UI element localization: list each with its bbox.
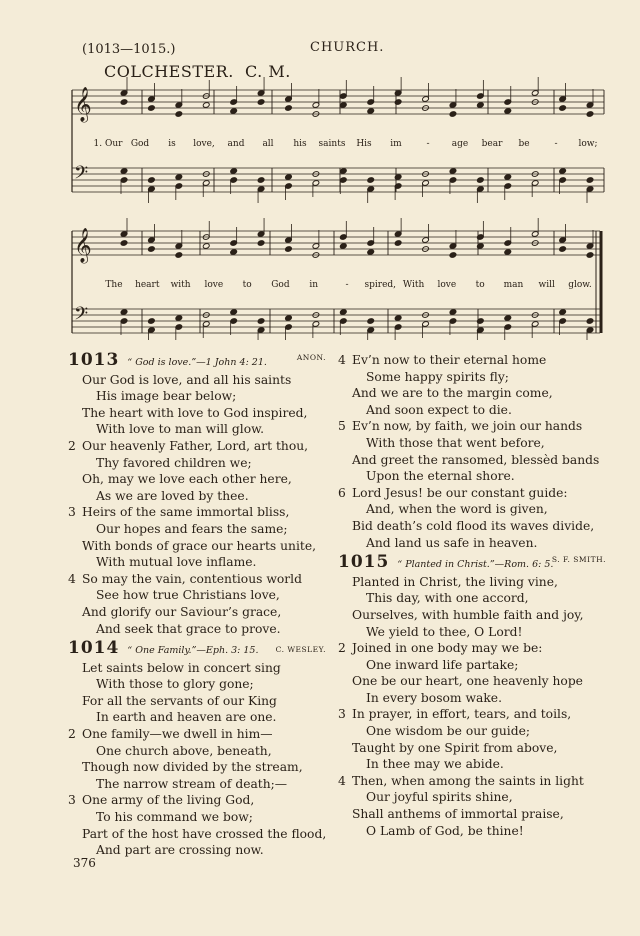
note-head xyxy=(202,243,210,250)
stanza-number: 3 xyxy=(68,793,76,808)
lyric-syllable: His xyxy=(356,139,372,149)
hymn-range: (1013—1015.) xyxy=(82,42,176,57)
verse-line: In every bosom wake. xyxy=(366,690,502,705)
note-head xyxy=(175,252,183,259)
note-head xyxy=(285,246,293,253)
verse-line: Planted in Christ, the living vine, xyxy=(352,574,558,589)
note-head xyxy=(257,240,265,247)
verse-line: With those to glory gone; xyxy=(96,677,254,692)
lyric-syllable: God xyxy=(271,280,290,290)
verse-line: Ev’n now, by faith, we join our hands xyxy=(352,419,583,434)
lyric-syllable: is xyxy=(168,139,176,149)
stanza-number: 4 xyxy=(338,773,346,788)
stanza-number: 2 xyxy=(68,438,76,453)
verse-line: Lord Jesus! be our constant guide: xyxy=(352,485,568,500)
lyric-syllable: With xyxy=(402,280,425,290)
note-head xyxy=(175,111,183,118)
hymn-heading xyxy=(68,640,326,660)
verse-line: In thee may we abide. xyxy=(366,757,504,772)
lyric-syllable: love xyxy=(437,280,457,290)
note-head xyxy=(230,309,238,316)
note-head xyxy=(394,99,402,106)
lyric-syllable: spired, xyxy=(364,280,397,290)
hymn-1013 xyxy=(68,352,326,637)
note-head xyxy=(340,168,348,175)
lyric-syllable: all xyxy=(262,139,274,149)
scripture-reference: “ One Family.”—Eph. 3: 15. xyxy=(127,645,259,657)
verse-line: Ev’n now to their eternal home xyxy=(352,353,547,367)
verse-line: Our joyful spirits shine, xyxy=(366,790,513,805)
scripture-reference: “ Planted in Christ.”—Rom. 6: 5. xyxy=(397,559,554,571)
note-head xyxy=(586,177,594,184)
verse-line: And, when the word is given, xyxy=(366,502,548,517)
verse-line: Bid death’s cold flood its waves divide, xyxy=(352,518,595,533)
lyric-syllable: be xyxy=(518,139,530,149)
stanza-number: 2 xyxy=(68,727,76,742)
verse-line: Though now divided by the stream, xyxy=(82,760,303,775)
verse-line: With mutual love inflame. xyxy=(96,555,257,570)
note-head xyxy=(148,177,156,184)
verse-line: Some happy spirits fly; xyxy=(366,369,509,384)
verse-line: With those that went before, xyxy=(366,435,545,450)
verse-line: Our hopes and fears the same; xyxy=(96,521,288,536)
lyric-syllable: to xyxy=(242,280,252,290)
verse-line: Let saints below in concert sing xyxy=(82,660,281,675)
bass-clef: 𝄢 xyxy=(74,163,89,188)
lyric-syllable: low; xyxy=(578,139,598,149)
lyric-syllable: - xyxy=(554,139,558,149)
note-head xyxy=(559,309,567,316)
hymn-1014 xyxy=(68,640,326,859)
verse-line: One family—we dwell in him— xyxy=(82,727,273,742)
lyric-syllable: will xyxy=(538,280,555,290)
verse-line: We yield to thee, O Lord! xyxy=(366,624,523,639)
hymn-heading xyxy=(68,352,326,372)
lyric-syllable: his xyxy=(293,139,307,149)
note-head xyxy=(120,240,128,247)
verse-line: And land us safe in heaven. xyxy=(366,535,538,550)
lyric-syllable: God xyxy=(130,139,150,149)
treble-clef: 𝄞 xyxy=(74,228,92,263)
verse-line: And seek that grace to prove. xyxy=(96,621,281,636)
verse-line: And part are crossing now. xyxy=(96,843,264,858)
note-head xyxy=(586,111,594,118)
verse-line: One inward life partake; xyxy=(366,657,519,672)
lyric-syllable: in xyxy=(309,280,319,290)
lyric-syllable: man xyxy=(503,280,524,290)
note-head xyxy=(586,318,594,325)
verse-line: This day, with one accord, xyxy=(366,591,529,606)
hymn-author: ANON. xyxy=(296,353,326,362)
page-number: 376 xyxy=(73,856,96,870)
note-head xyxy=(340,309,348,316)
lyric-syllable: love xyxy=(204,280,224,290)
scripture-reference: “ God is love.”—1 John 4: 21. xyxy=(127,357,267,368)
verse-line: The heart with love to God inspired, xyxy=(82,405,308,420)
hymn-1013-continued xyxy=(338,352,606,551)
verse-line: With love to man will glow. xyxy=(96,422,265,437)
stanza-number: 5 xyxy=(338,419,346,434)
lyric-syllable: to xyxy=(475,280,485,290)
note-head xyxy=(257,99,265,106)
treble-clef: 𝄞 xyxy=(74,87,92,122)
note-head xyxy=(449,111,457,118)
lyric-syllable: and xyxy=(227,139,245,149)
verse-line: And greet the ransomed, blessèd bands xyxy=(352,452,600,467)
verse-line: The narrow stream of death;— xyxy=(96,776,288,791)
lyric-syllable: saints xyxy=(318,139,346,149)
note-head xyxy=(367,108,375,115)
note-head xyxy=(175,174,183,181)
note-head xyxy=(257,318,265,325)
note-head xyxy=(120,168,128,175)
hymn-author: S. F. SMITH. xyxy=(551,555,606,565)
lyric-syllable: - xyxy=(345,280,349,290)
note-head xyxy=(175,315,183,322)
note-head xyxy=(504,315,512,322)
verse-line: As we are loved by thee. xyxy=(96,488,249,503)
left-column xyxy=(68,352,326,859)
note-head xyxy=(148,246,156,253)
note-head xyxy=(148,318,156,325)
stanza-number: 4 xyxy=(338,353,346,367)
verse-line: His image bear below; xyxy=(96,389,237,404)
bass-clef: 𝄢 xyxy=(74,304,89,329)
note-head xyxy=(504,108,512,115)
note-head xyxy=(230,168,238,175)
note-head xyxy=(394,240,402,247)
note-head xyxy=(285,174,293,181)
hymn-number: 1015 xyxy=(338,552,390,573)
stanza-number: 3 xyxy=(68,505,76,520)
lyric-syllable: with xyxy=(170,280,191,290)
hymn-number: 1014 xyxy=(68,638,120,659)
verse-line: One army of the living God, xyxy=(82,793,255,808)
note-head xyxy=(504,249,512,256)
verse-line: To his command we bow; xyxy=(96,810,253,825)
verse-line: And we are to the margin come, xyxy=(352,386,553,401)
note-head xyxy=(230,108,238,115)
verse-line: Shall anthems of immortal praise, xyxy=(352,807,564,822)
verse-line: Ourselves, with humble faith and joy, xyxy=(352,607,584,622)
lyric-syllable: The xyxy=(105,280,123,290)
verse-line: For all the servants of our King xyxy=(82,693,277,708)
note-head xyxy=(367,177,375,184)
tune-meter: C. M. xyxy=(244,62,291,81)
verse-line: And glorify our Saviour’s grace, xyxy=(82,604,282,619)
stanza-number: 2 xyxy=(338,641,346,656)
stanza-number: 4 xyxy=(68,571,76,586)
note-head xyxy=(477,102,485,109)
verse-line: And soon expect to die. xyxy=(366,402,512,417)
verse-line: Taught by one Spirit from above, xyxy=(352,740,558,755)
note-head xyxy=(340,102,348,109)
verse-line: In prayer, in effort, tears, and toils, xyxy=(352,707,572,722)
note-head xyxy=(449,168,457,175)
note-head xyxy=(394,174,402,181)
note-head xyxy=(120,99,128,106)
note-head xyxy=(449,252,457,259)
note-head xyxy=(202,102,210,109)
note-head xyxy=(477,177,485,184)
verse-line: One church above, beneath, xyxy=(96,743,272,758)
lyric-syllable: age xyxy=(451,139,469,149)
verse-line: Our heavenly Father, Lord, art thou, xyxy=(82,438,309,453)
tune-name: COLCHESTER. xyxy=(104,62,234,81)
lyric-syllable: im xyxy=(390,139,402,149)
lyric-syllable: - xyxy=(426,139,430,149)
right-column xyxy=(338,352,606,839)
note-head xyxy=(586,252,594,259)
hymn-author: C. WESLEY. xyxy=(275,645,326,655)
hymn-number: 1013 xyxy=(68,350,120,370)
music-score xyxy=(0,0,640,340)
verse-line: Thy favored children we; xyxy=(96,455,252,470)
verse-line: With bonds of grace our hearts unite, xyxy=(82,538,317,553)
verse-line: Oh, may we love each other here, xyxy=(82,472,292,487)
note-head xyxy=(148,105,156,112)
verse-line: Upon the eternal shore. xyxy=(366,469,515,484)
verse-line: Heirs of the same immortal bliss, xyxy=(82,505,290,520)
note-head xyxy=(340,243,348,250)
section-title: CHURCH. xyxy=(310,40,385,55)
verse-line: In earth and heaven are one. xyxy=(96,710,277,725)
lyric-syllable: love, xyxy=(193,139,215,149)
hymn-1015 xyxy=(338,554,606,839)
note-head xyxy=(559,105,567,112)
stanza-number: 6 xyxy=(338,485,346,500)
lyric-syllable: 1. Our xyxy=(93,139,123,149)
verse-line: See how true Christians love, xyxy=(96,588,280,603)
note-head xyxy=(367,318,375,325)
stanza-number: 3 xyxy=(338,707,346,722)
lyric-syllable: heart xyxy=(135,280,160,290)
verse-line: Our God is love, and all his saints xyxy=(82,372,292,387)
note-head xyxy=(257,177,265,184)
note-head xyxy=(504,174,512,181)
verse-line: Then, when among the saints in light xyxy=(352,773,584,788)
lyric-syllable: glow. xyxy=(568,280,592,290)
verse-line: O Lamb of God, be thine! xyxy=(366,823,524,838)
note-head xyxy=(559,168,567,175)
note-head xyxy=(285,105,293,112)
verse-line: One be our heart, one heavenly hope xyxy=(352,674,583,689)
note-head xyxy=(285,315,293,322)
note-head xyxy=(394,315,402,322)
note-head xyxy=(120,309,128,316)
verse-line: Part of the host have crossed the flood, xyxy=(82,826,327,841)
verse-line: So may the vain, contentious world xyxy=(82,571,302,586)
verse-line: One wisdom be our guide; xyxy=(366,724,530,739)
note-head xyxy=(559,246,567,253)
verse-line: Joined in one body may we be: xyxy=(352,641,543,656)
note-head xyxy=(449,309,457,316)
note-head xyxy=(367,249,375,256)
hymn-heading xyxy=(338,554,606,574)
note-head xyxy=(230,249,238,256)
lyric-syllable: bear xyxy=(481,139,503,149)
